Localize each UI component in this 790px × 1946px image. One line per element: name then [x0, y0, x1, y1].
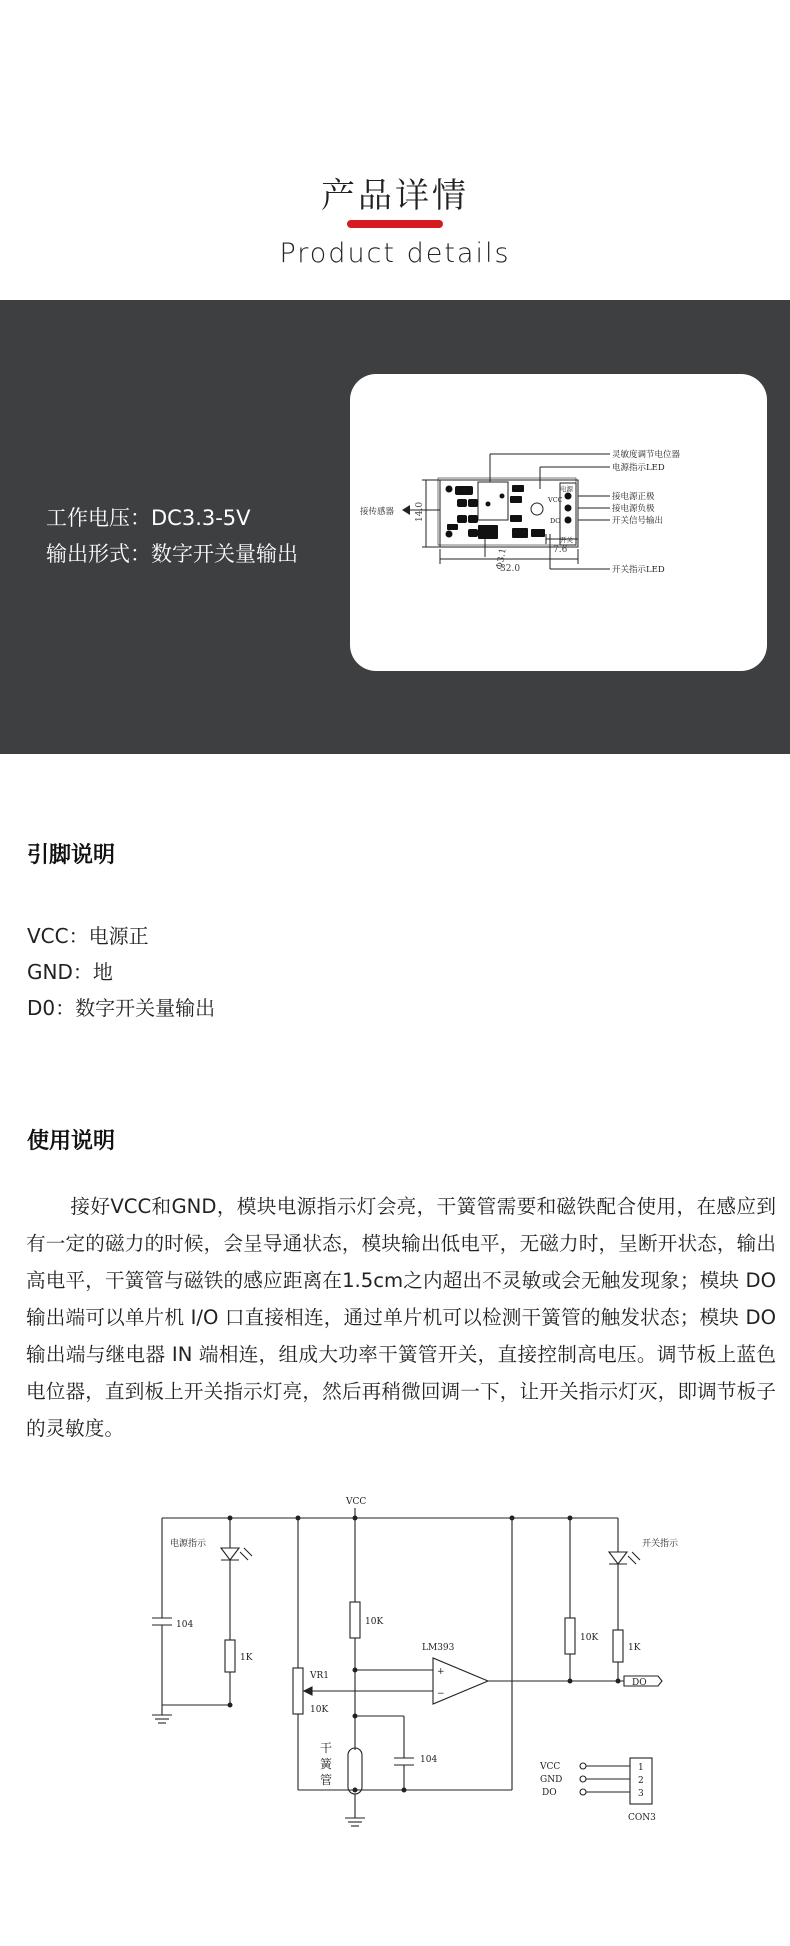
output-spec: 输出形式：数字开关量输出	[46, 542, 298, 566]
label-signal: 开关信号输出	[612, 516, 664, 526]
usage-description	[26, 1188, 776, 1447]
circuit-schematic	[140, 1490, 679, 1830]
usage-text: 接好VCC和GND，模块电源指示灯会亮，干簧管需要和磁铁配合使用，在感应到有一定的磁力的时候，会呈导通状态，模块输出低电平，无磁力时，呈断开状态，输出高电平，干簧管与磁铁的感应距离在1.5cm之内超出不灵敏或会无触发现象；模块 DO 输出端可以单片机 I/O 口直接相连，通过单片机可以检测干簧管的触发状态；模块 DO 输出端与继电器 IN 端相连，组成大功率干簧管开关，直接控制高电压。调节板上蓝色电位器，直到板上开关指示灯亮，然后再稍微回调一下，让开关指示灯灭，即调节板子的灵敏度。	[26, 1195, 776, 1440]
pin-vcc: VCC：电源正	[27, 924, 149, 948]
usage-section-title: 使用说明	[27, 1129, 116, 1154]
sch-vr: VR1	[310, 1671, 330, 1681]
dim-width: 32.0	[500, 564, 521, 574]
label-power-led: 电源指示LED	[612, 463, 665, 473]
sch-reed-char3: 管	[320, 1773, 333, 1787]
label-potentiometer: 灵敏度调节电位器	[612, 450, 681, 460]
board-vcc-label: VCC	[548, 496, 563, 504]
sch-reed-char1: 干	[320, 1741, 333, 1755]
sch-con-vcc: VCC	[540, 1762, 561, 1772]
pin-do: D0：数字开关量输出	[27, 996, 216, 1020]
dim-hole: Φ3.1	[495, 547, 509, 571]
sch-vr-value: 10K	[310, 1705, 329, 1715]
board-do-label: DO	[550, 517, 561, 525]
label-sensor: 接传感器	[360, 507, 395, 517]
sch-plus: +	[437, 1667, 445, 1677]
sch-reed-char2: 簧	[320, 1757, 333, 1771]
sch-power-indicator: 电源指示	[170, 1539, 207, 1549]
sch-con-pin2: 2	[638, 1776, 644, 1786]
sch-minus: −	[437, 1689, 445, 1699]
sch-r-10k-b: 10K	[580, 1633, 599, 1643]
board-switch-label: 开关	[560, 536, 573, 544]
title-underline	[347, 220, 443, 228]
sch-con-gnd: GND	[540, 1775, 563, 1785]
voltage-spec: 工作电压：DC3.3-5V	[46, 506, 251, 530]
sch-vcc: VCC	[346, 1497, 367, 1507]
sch-chip: LM393	[422, 1643, 455, 1653]
sch-r-led2: 1K	[628, 1643, 641, 1653]
sch-con-pin1: 1	[638, 1763, 644, 1773]
dim-height: 14.0	[415, 501, 425, 522]
dim-pin-offset: 7.6	[553, 545, 568, 555]
sch-do-out: DO	[632, 1678, 647, 1688]
sch-con-do: DO	[542, 1788, 557, 1798]
schematic-svg	[140, 1490, 679, 1830]
sch-cap2: 104	[420, 1755, 438, 1765]
sch-con-pin3: 3	[638, 1789, 644, 1799]
pin-gnd: GND：地	[27, 960, 113, 984]
module-diagram	[350, 374, 767, 671]
sch-r-10k-a: 10K	[365, 1617, 384, 1627]
pin-section-title: 引脚说明	[27, 843, 116, 868]
sch-cap1: 104	[176, 1620, 194, 1630]
page-subtitle: Product details	[279, 238, 511, 269]
module-diagram-card	[350, 374, 767, 671]
label-vcc: 接电源正极	[612, 492, 655, 502]
sch-con-name: CON3	[628, 1813, 656, 1823]
sch-switch-indicator: 开关指示	[642, 1539, 679, 1549]
sch-r-led1: 1K	[240, 1653, 253, 1663]
label-gnd: 接电源负极	[612, 504, 655, 514]
page-title: 产品详情	[321, 176, 469, 216]
label-switch-led: 开关指示LED	[612, 565, 665, 575]
board-power-label: 电源	[560, 485, 573, 493]
